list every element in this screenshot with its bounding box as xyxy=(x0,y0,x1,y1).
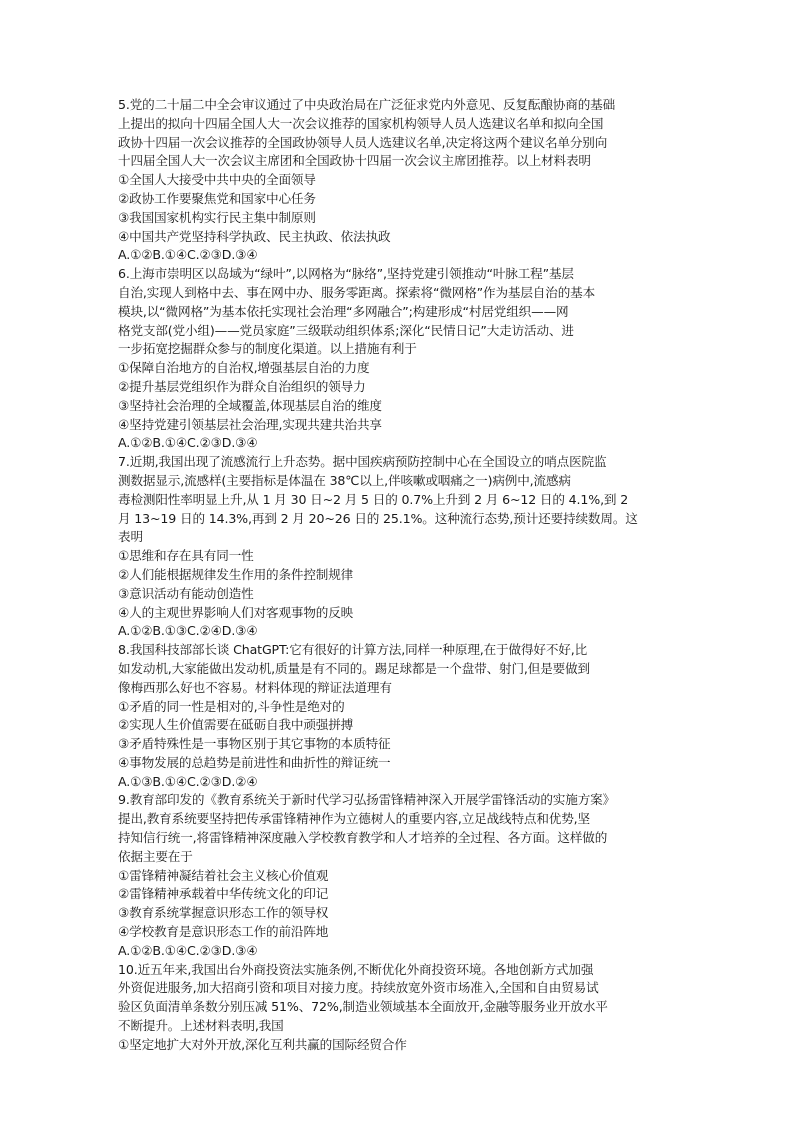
question-8 xyxy=(118,641,678,791)
question-stem-line: 9.教育部印发的《教育系统关于新时代学习弘扬雷锋精神深入开展学雷锋活动的实施方案》 xyxy=(118,792,616,808)
answer-choices: A.①②B.①④C.②③D.③④ xyxy=(118,435,258,451)
question-stem-line: 自治,实现人到格中去、事在网中办、服务零距离。探索将“微网格”作为基层自治的基本 xyxy=(118,284,596,300)
question-stem-line: 10.近五年来,我国出台外商投资法实施条例,不断优化外商投资环境。各地创新方式加强 xyxy=(118,961,594,977)
option-item: ④人的主观世界影响人们对客观事物的反映 xyxy=(118,604,354,620)
option-item: ①保障自治地方的自治权,增强基层自治的力度 xyxy=(118,360,370,376)
question-stem-line: 外资促进服务,加大招商引资和项目对接力度。持续放宽外资市场准入,全国和自由贸易试 xyxy=(118,980,599,996)
option-item: ②人们能根据规律发生作用的条件控制规律 xyxy=(118,566,354,582)
option-item: ④坚持党建引领基层社会治理,实现共建共治共享 xyxy=(118,416,382,432)
question-stem-line: 如发动机,大家能做出发动机,质量是有不同的。踢足球都是一个盘带、射门,但是要做到 xyxy=(118,660,590,676)
question-stem-line: 月 13~19 日的 14.3%,再到 2 月 20~26 日的 25.1%。这种流行态势,预计还要持续数周。这 xyxy=(118,510,638,526)
answer-choices: A.①③B.①④C.②③D.②④ xyxy=(118,773,258,789)
option-item: ③矛盾特殊性是一事物区别于其它事物的本质特征 xyxy=(118,736,391,752)
question-stem-line: 格党支部(党小组)——党员家庭”三级联动组织体系;深化“民情日记”大走访活动、进 xyxy=(118,322,574,338)
question-5 xyxy=(118,96,678,265)
option-item: ①全国人大接受中共中央的全面领导 xyxy=(118,172,316,188)
question-10 xyxy=(118,961,678,1055)
option-item: ①坚定地扩大对外开放,深化互利共赢的国际经贸合作 xyxy=(118,1036,407,1052)
question-9 xyxy=(118,791,678,960)
question-stem-line: 模块,以“微网格”为基本依托实现社会治理“多网融合”;构建形成“村居党组织——网 xyxy=(118,303,569,319)
question-stem-line: 表明 xyxy=(118,529,143,545)
question-6 xyxy=(118,265,678,453)
question-stem-line: 8.我国科技部部长谈 ChatGPT:它有很好的计算方法,同样一种原理,在于做得好不好,比 xyxy=(118,642,588,658)
question-stem-line: 像梅西那么好也不容易。材料体现的辩证法道理有 xyxy=(118,679,392,695)
question-stem-line: 7.近期,我国出现了流感流行上升态势。据中国疾病预防控制中心在全国设立的哨点医院监 xyxy=(118,454,607,470)
option-item: ④事物发展的总趋势是前进性和曲折性的辩证统一 xyxy=(118,754,391,770)
question-stem-line: 政协十四届一次会议推荐的全国政协领导人员人选建议名单,决定将这两个建议名单分别向 xyxy=(118,134,608,150)
option-item: ②提升基层党组织作为群众自治组织的领导力 xyxy=(118,378,366,394)
option-item: ③坚持社会治理的全域覆盖,体现基层自治的维度 xyxy=(118,397,382,413)
option-item: ③我国国家机构实行民主集中制原则 xyxy=(118,209,316,225)
option-item: ③教育系统掌握意识形态工作的领导权 xyxy=(118,905,329,921)
exam-page xyxy=(118,96,678,1055)
option-item: ②雷锋精神承载着中华传统文化的印记 xyxy=(118,886,329,902)
option-item: ①矛盾的同一性是相对的,斗争性是绝对的 xyxy=(118,698,345,714)
option-item: ④学校教育是意识形态工作的前沿阵地 xyxy=(118,924,329,940)
question-stem-line: 6.上海市崇明区以岛域为“绿叶”,以网格为“脉络”,坚持党建引领推动“叶脉工程”基层 xyxy=(118,266,574,282)
option-item: ②实现人生价值需要在砥砺自我中顽强拼搏 xyxy=(118,717,354,733)
question-stem-line: 不断提升。上述材料表明,我国 xyxy=(118,1018,284,1034)
option-item: ②政协工作要聚焦党和国家中心任务 xyxy=(118,190,316,206)
question-7 xyxy=(118,453,678,641)
answer-choices: A.①②B.①④C.②③D.③④ xyxy=(118,942,258,958)
answer-choices: A.①②B.①③C.②④D.③④ xyxy=(118,623,258,639)
question-stem-line: 上提出的拟向十四届全国人大一次会议推荐的国家机构领导人员人选建议名单和拟向全国 xyxy=(118,115,604,131)
question-stem-line: 毒检测阳性率明显上升,从 1 月 30 日~2 月 5 日的 0.7%上升到 2 月 6~12 日的 4.1%,到 2 xyxy=(118,491,629,507)
question-stem-line: 5.党的二十届二中全会审议通过了中央政治局在广泛征求党内外意见、反复酝酿协商的基础 xyxy=(118,97,616,112)
question-stem-line: 验区负面清单条数分别压减 51%、72%,制造业领域基本全面放开,金融等服务业开放水平 xyxy=(118,999,608,1015)
question-stem-line: 十四届全国人大一次会议主席团和全国政协十四届一次会议主席团推荐。以上材料表明 xyxy=(118,153,591,169)
option-item: ③意识活动有能动创造性 xyxy=(118,585,254,601)
question-stem-line: 测数据显示,流感样(主要指标是体温在 38℃以上,伴咳嗽或咽痛之一)病例中,流感病 xyxy=(118,472,571,488)
option-item: ①雷锋精神凝结着社会主义核心价值观 xyxy=(118,867,329,883)
question-stem-line: 依据主要在于 xyxy=(118,848,193,864)
question-stem-line: 持知信行统一,将雷锋精神深度融入学校教育教学和人才培养的全过程、各方面。这样做的 xyxy=(118,830,608,846)
option-item: ①思维和存在具有同一性 xyxy=(118,548,254,564)
question-stem-line: 提出,教育系统要坚持把传承雷锋精神作为立德树人的重要内容,立足战线特点和优势,坚 xyxy=(118,811,590,827)
option-item: ④中国共产党坚持科学执政、民主执政、依法执政 xyxy=(118,228,391,244)
answer-choices: A.①②B.①④C.②③D.③④ xyxy=(118,247,258,263)
question-stem-line: 一步拓宽挖掘群众参与的制度化渠道。以上措施有利于 xyxy=(118,341,417,357)
